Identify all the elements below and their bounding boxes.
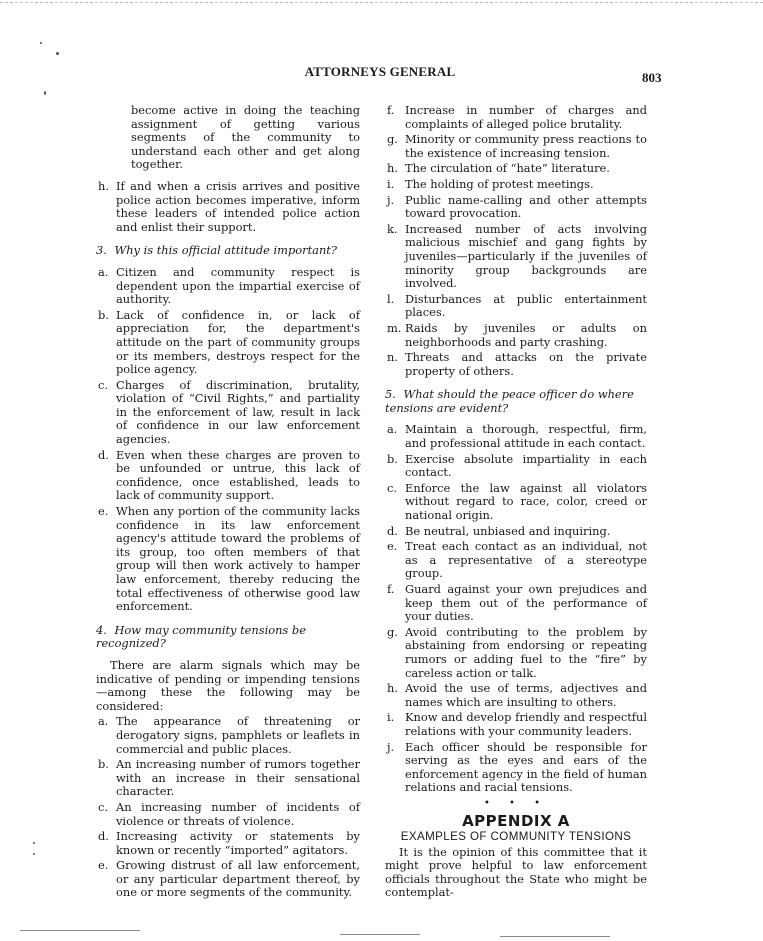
item-text: Treat each contact as an individual, not as a representative of a stereotype group.	[405, 539, 647, 581]
item-text: Threats and attacks on the private property of others.	[405, 350, 647, 378]
list-item	[385, 423, 647, 450]
list-item	[385, 162, 647, 176]
item-label: e.	[98, 858, 109, 873]
item-label: m.	[387, 320, 402, 335]
list-item	[385, 194, 647, 221]
item-label: j.	[387, 192, 395, 207]
item-text: Lack of confidence in, or lack of appreciation for, the department's attitude on the part of community groups or its members, destroys respect for the police agency.	[116, 307, 360, 377]
scan-bottom-edge	[500, 936, 610, 937]
list-item	[385, 711, 647, 738]
item-label: c.	[387, 480, 398, 495]
question-text: What should the peace officer do where tensions are evident?	[385, 387, 634, 415]
list-item	[385, 482, 647, 523]
scan-speck	[56, 52, 59, 55]
item-label: d.	[98, 447, 109, 462]
item-text: Even when these charges are proven to be unfounded or untrue, this lack of confidence, once established, leads to lack of community support.	[116, 447, 360, 503]
list-item	[96, 859, 360, 900]
item-text: Increase in number of charges and complaints of alleged police brutality.	[405, 103, 647, 131]
item-label: n.	[387, 350, 398, 365]
item-label: i.	[387, 710, 395, 725]
list-item	[96, 266, 360, 307]
item-text: Each officer should be responsible for serving as the eyes and ears of the enforcement agency in the field of human relations and racial tensions.	[405, 739, 647, 795]
item-text: Enforce the law against all violators without regard to race, color, creed or national origin.	[405, 480, 647, 523]
list-item	[96, 801, 360, 828]
item-text: Raids by juveniles or adults on neighborhoods and party crashing.	[405, 320, 647, 349]
item-label: a.	[98, 714, 109, 729]
question-number: 3.	[96, 243, 107, 258]
item-label: f.	[387, 103, 395, 117]
item-label: e.	[98, 504, 109, 519]
list-item	[385, 540, 647, 581]
item-label: h.	[387, 161, 398, 176]
item-label: a.	[98, 264, 109, 279]
scan-speck	[40, 42, 42, 44]
right-column	[385, 104, 647, 900]
item-label: a.	[387, 422, 398, 437]
section-separator: • • •	[483, 797, 549, 809]
list-item	[385, 293, 647, 320]
item-text: Increased number of acts involving malicious mischief and gang fights by juveniles—particularly if the juveniles of minority group backgrounds are involved.	[405, 221, 647, 291]
question-text: Why is this official attitude important?	[114, 243, 337, 258]
scan-bottom-edge	[20, 930, 140, 931]
item-label: b.	[98, 757, 109, 772]
item-text: Maintain a thorough, respectful, firm, and professional attitude in each contact.	[405, 422, 647, 451]
list-item	[96, 715, 360, 756]
item-text: Be neutral, unbiased and inquiring.	[405, 523, 611, 538]
list-item	[385, 453, 647, 480]
scan-speck	[33, 842, 35, 844]
item-label: g.	[387, 132, 398, 147]
appendix-paragraph: It is the opinion of this committee that it might prove helpful to law enforcement officials throughout the State who might be contemplat-	[385, 844, 647, 900]
item-label: g.	[387, 624, 398, 639]
list-item	[385, 583, 647, 624]
list-item	[385, 223, 647, 291]
appendix-subtitle: EXAMPLES OF COMMUNITY TENSIONS	[400, 830, 632, 844]
item-label: d.	[387, 523, 398, 538]
item-text: An increasing number of incidents of violence or threats of violence.	[116, 799, 360, 828]
list-item	[385, 322, 647, 349]
item-label: h.	[387, 681, 398, 696]
item-text: The circulation of “hate” literature.	[405, 161, 610, 176]
item-text: An increasing number of rumors together with an increase in their sensational character.	[116, 757, 360, 799]
question-4-intro: There are alarm signals which may be indicative of pending or impending tensions—among these the following may be considered:	[96, 657, 360, 713]
scan-top-edge	[0, 2, 763, 3]
item-label: b.	[387, 451, 398, 466]
list-item	[96, 309, 360, 377]
list-item	[385, 525, 647, 539]
list-item	[385, 133, 647, 160]
list-item-h	[96, 180, 360, 234]
item-text: The holding of protest meetings.	[405, 176, 594, 191]
left-column	[96, 104, 360, 902]
item-text: Avoid contributing to the problem by abstaining from endorsing or repeating rumors or adding fuel to the “fire” by careless action or talk.	[405, 624, 647, 680]
scan-speck	[33, 853, 35, 855]
item-text: Charges of discrimination, brutality, violation of “Civil Rights,” and partiality in the enforcement of law, result in lack of confidence in our law enforcement agencies.	[116, 377, 360, 447]
list-item	[385, 741, 647, 795]
item-label: c.	[98, 377, 109, 392]
scan-bottom-edge	[340, 934, 420, 935]
page-number: 803	[642, 70, 662, 85]
item-label: d.	[98, 829, 109, 844]
item-label: c.	[98, 799, 109, 814]
list-item	[96, 758, 360, 799]
item-text: Increasing activity or statements by known or recently “imported” agitators.	[116, 829, 360, 857]
item-text: Disturbances at public entertainment places.	[405, 291, 647, 320]
list-item	[385, 682, 647, 709]
question-text: How may community tensions be recognized?	[96, 622, 306, 651]
question-number: 5.	[385, 387, 396, 402]
item-label: j.	[387, 739, 395, 754]
scan-speck	[44, 91, 46, 95]
list-item	[385, 351, 647, 378]
item-text: Growing distrust of all law enforcement, or any particular department thereof, by one or more segments of the community.	[116, 858, 360, 900]
item-text: Exercise absolute impartiality in each contact.	[405, 451, 647, 480]
item-label: b.	[98, 307, 109, 322]
list-item	[385, 104, 647, 131]
item-text: Guard against your own prejudices and keep them out of the performance of your duties.	[405, 582, 647, 624]
item-text: The appearance of threatening or derogatory signs, pamphlets or leaflets in commercial and public places.	[116, 714, 360, 756]
item-label: f.	[387, 582, 395, 596]
list-item	[385, 626, 647, 680]
running-header-title: ATTORNEYS GENERAL	[304, 64, 456, 79]
item-text: When any portion of the community lacks confidence in its law enforcement agency's attitude toward the problems of its group, too often members of that group will then work actively to hamper law enforcement, thereby reducing the total effectiveness of otherwise good law enforcement.	[116, 504, 360, 614]
item-label: k.	[387, 221, 398, 236]
item-label: i.	[387, 176, 395, 191]
question-5	[385, 388, 647, 415]
list-item	[96, 449, 360, 503]
question-3	[96, 244, 360, 258]
list-item	[385, 178, 647, 192]
item-text: Public name-calling and other attempts toward provocation.	[405, 192, 647, 221]
item-label: h.	[98, 178, 109, 193]
item-label: l.	[387, 291, 395, 306]
item-g-continuation: become active in doing the teaching assignment of getting various segments of the community to understand each other and get along together.	[131, 103, 360, 172]
list-item	[96, 830, 360, 857]
list-item	[96, 505, 360, 614]
item-text: Avoid the use of terms, adjectives and names which are insulting to others.	[405, 681, 647, 709]
item-text: Citizen and community respect is dependent upon the impartial exercise of authority.	[116, 264, 360, 307]
appendix-title: APPENDIX A	[462, 811, 570, 830]
item-text: Minority or community press reactions to the existence of increasing tension.	[405, 132, 647, 160]
item-label: e.	[387, 539, 398, 554]
question-4	[96, 624, 360, 651]
question-number: 4.	[96, 622, 107, 637]
item-text: If and when a crisis arrives and positive police action becomes imperative, inform these leaders of intended police action and enlist their support.	[116, 178, 360, 234]
item-text: Know and develop friendly and respectful relations with your community leaders.	[405, 710, 647, 738]
list-item	[96, 379, 360, 447]
